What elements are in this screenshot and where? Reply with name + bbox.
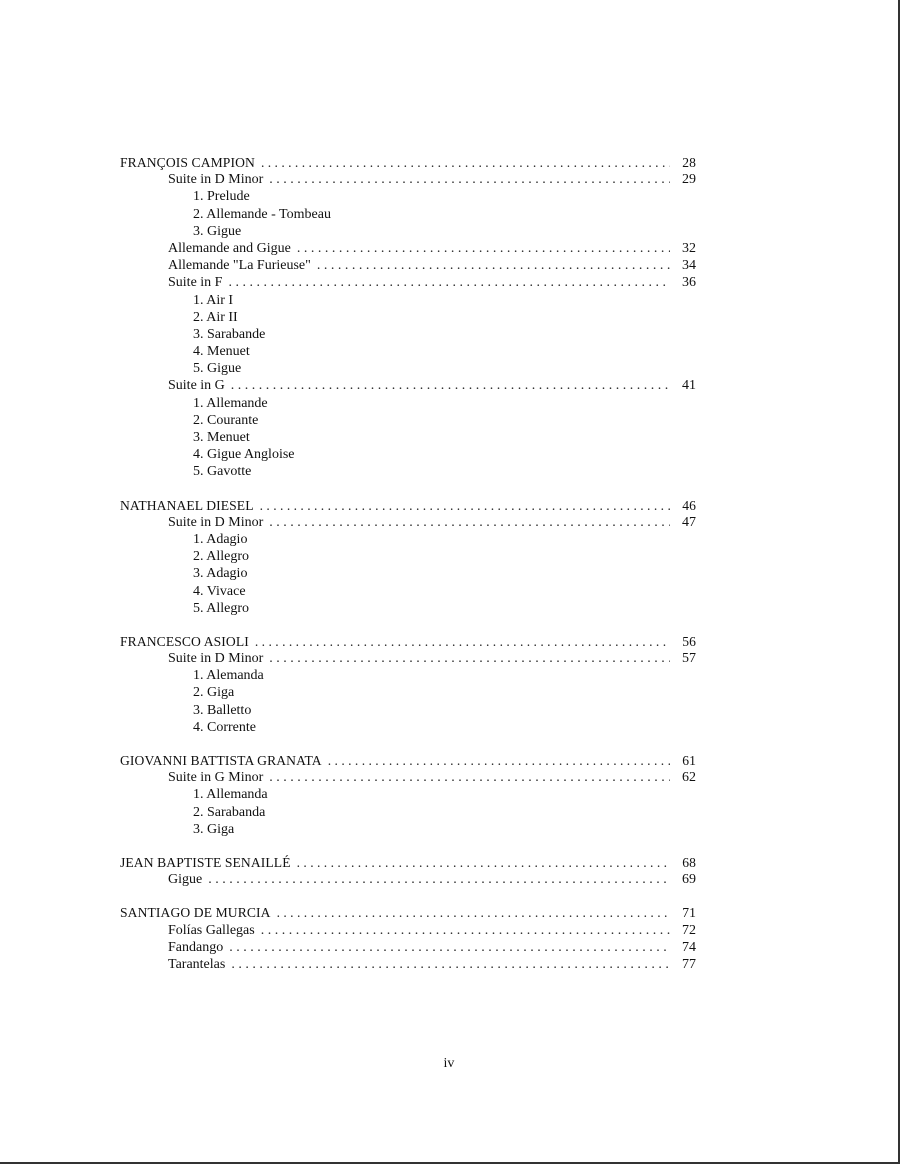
page-number: 69 <box>682 872 696 888</box>
work-entry[interactable] <box>120 257 696 274</box>
page-number: 29 <box>682 172 696 188</box>
composer-section <box>120 904 696 973</box>
work-entry[interactable] <box>120 871 696 888</box>
composer-section <box>120 854 696 888</box>
composer-entry[interactable] <box>120 752 696 769</box>
movement-item: 1. Adagio <box>193 531 248 547</box>
work-entry[interactable] <box>120 377 696 394</box>
dot-leader <box>297 240 670 257</box>
page-number: 72 <box>682 922 696 938</box>
composer-name: GIOVANNI BATTISTA GRANATA <box>120 753 322 768</box>
work-title: Suite in D Minor <box>168 172 264 188</box>
folio-page-number: iv <box>443 1056 455 1071</box>
work-entry[interactable] <box>120 769 696 786</box>
dot-leader <box>277 904 670 921</box>
composer-section <box>120 154 696 481</box>
page-number: 77 <box>682 956 696 972</box>
work-title: Allemande and Gigue <box>168 240 291 256</box>
work-entry[interactable] <box>120 514 696 531</box>
work-title: Suite in G Minor <box>168 770 264 786</box>
composer-section <box>120 497 696 617</box>
work-entry[interactable] <box>120 171 696 188</box>
composer-section <box>120 752 696 838</box>
page-number: 62 <box>682 770 696 786</box>
work-entry[interactable] <box>120 939 696 956</box>
page-number: 47 <box>682 514 696 530</box>
movement-item: 3. Balletto <box>193 702 252 718</box>
movement-item: 4. Gigue Angloise <box>193 447 295 463</box>
composer-name: FRANÇOIS CAMPION <box>120 155 255 170</box>
movement-item: 1. Prelude <box>193 189 250 205</box>
page-number: 28 <box>682 155 696 170</box>
movement-item: 4. Corrente <box>193 719 256 735</box>
movement-item: 4. Vivace <box>193 583 246 599</box>
movement-item: 2. Courante <box>193 412 259 428</box>
composer-entry[interactable] <box>120 633 696 650</box>
movement-item: 5. Gigue <box>193 361 242 377</box>
dot-leader <box>228 274 670 291</box>
composer-name: SANTIAGO DE MURCIA <box>120 905 271 921</box>
work-entry[interactable] <box>120 956 696 973</box>
dot-leader <box>269 769 670 786</box>
dot-leader <box>328 752 670 769</box>
work-entry[interactable] <box>120 650 696 667</box>
work-title: Suite in F <box>168 275 223 291</box>
work-title: Allemande "La Furieuse" <box>168 258 311 274</box>
movement-item: 3. Adagio <box>193 566 248 582</box>
movement-item: 2. Allegro <box>193 549 249 565</box>
dot-leader <box>269 514 670 531</box>
dot-leader <box>260 497 670 514</box>
composer-name: NATHANAEL DIESEL <box>120 497 254 513</box>
dot-leader <box>208 871 670 888</box>
composer-entry[interactable] <box>120 497 696 514</box>
movement-item: 1. Allemande <box>193 395 268 411</box>
dot-leader <box>269 171 670 188</box>
page-number: 56 <box>682 633 696 649</box>
page-number: 74 <box>682 939 696 955</box>
composer-name: JEAN BAPTISTE SENAILLÉ <box>120 854 291 870</box>
page-number: 71 <box>682 905 696 921</box>
table-of-contents <box>120 154 696 989</box>
page-number: 61 <box>682 753 696 768</box>
dot-leader <box>231 377 670 394</box>
dot-leader <box>297 854 670 871</box>
page-number: 68 <box>682 854 696 870</box>
page-number: 57 <box>682 651 696 667</box>
dot-leader <box>255 633 670 650</box>
page-number: 41 <box>682 378 696 394</box>
composer-entry[interactable] <box>120 854 696 871</box>
dot-leader <box>269 650 670 667</box>
work-title: Suite in D Minor <box>168 651 264 667</box>
movement-item: 5. Gavotte <box>193 464 252 480</box>
movement-item: 2. Giga <box>193 685 235 701</box>
movement-item: 3. Gigue <box>193 223 242 239</box>
movement-item: 3. Giga <box>193 821 235 837</box>
composer-name: FRANCESCO ASIOLI <box>120 633 249 649</box>
movement-item: 1. Air I <box>193 292 234 308</box>
dot-leader <box>231 956 670 973</box>
movement-item: 3. Menuet <box>193 430 250 445</box>
page-number: 32 <box>682 240 696 256</box>
work-title: Fandango <box>168 939 224 955</box>
work-title: Suite in G <box>168 378 225 394</box>
work-title: Folías Gallegas <box>168 922 255 938</box>
work-title: Gigue <box>168 872 203 888</box>
dot-leader <box>261 154 670 171</box>
work-entry[interactable] <box>120 240 696 257</box>
composer-entry[interactable] <box>120 904 696 921</box>
movement-item: 2. Air II <box>193 309 238 325</box>
movement-item: 4. Menuet <box>193 344 250 360</box>
dot-leader <box>229 939 670 956</box>
page-number: 36 <box>682 275 696 291</box>
movement-item: 1. Alemanda <box>193 668 264 684</box>
page-number: 46 <box>682 497 696 513</box>
work-entry[interactable] <box>120 274 696 291</box>
page-number: 34 <box>682 258 696 274</box>
composer-section <box>120 633 696 736</box>
movement-item: 2. Sarabanda <box>193 804 266 820</box>
dot-leader <box>317 257 670 274</box>
movement-item: 5. Allegro <box>193 600 249 616</box>
movement-item: 3. Sarabande <box>193 326 266 342</box>
composer-entry[interactable] <box>120 154 696 171</box>
movement-item: 2. Allemande - Tombeau <box>193 206 331 222</box>
work-title: Suite in D Minor <box>168 514 264 530</box>
work-entry[interactable] <box>120 922 696 939</box>
dot-leader <box>261 922 670 939</box>
movement-item: 1. Allemanda <box>193 787 268 803</box>
work-title: Tarantelas <box>168 956 226 972</box>
